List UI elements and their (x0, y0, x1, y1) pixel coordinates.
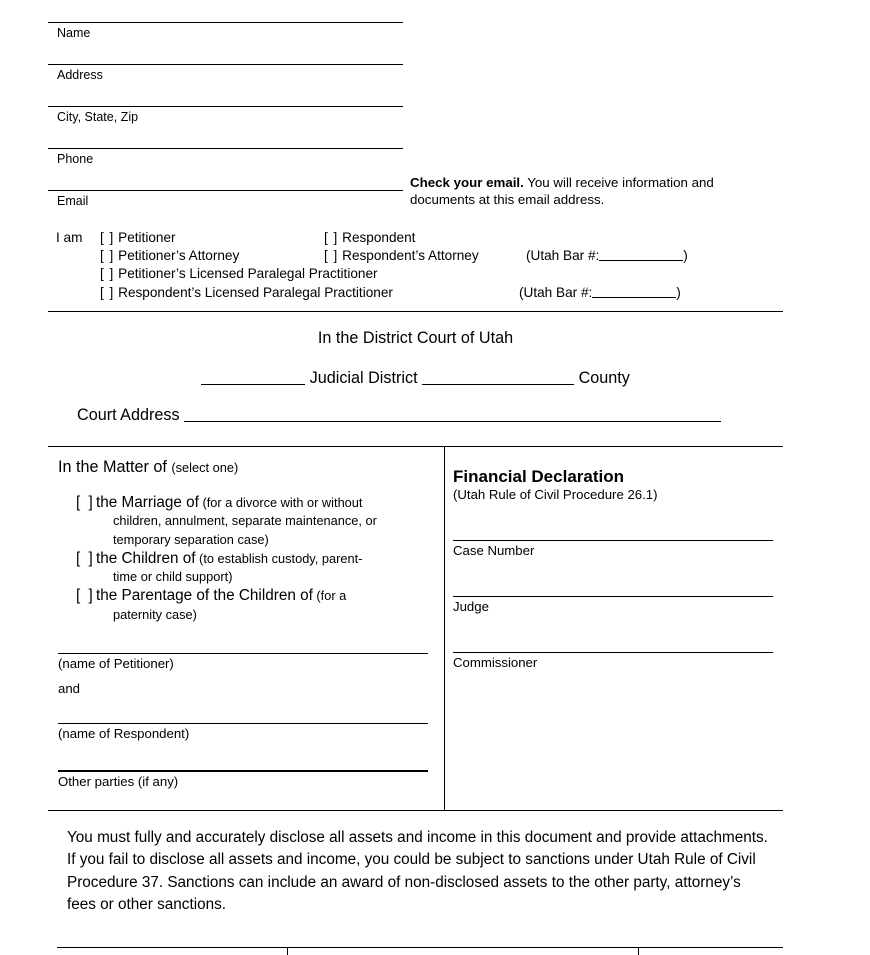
contact-caption-block (48, 22, 403, 232)
matter-parentage-note-cont: paternity case) (113, 606, 197, 622)
matter-marriage-label: the Marriage of (96, 494, 199, 511)
checkbox-respondents-lpp-label: Respondent’s Licensed Paralegal Practitioner (118, 284, 393, 300)
checkbox-petitioners-lpp[interactable] (100, 265, 378, 283)
i-am-lead-label: I am (56, 230, 83, 245)
county-blank[interactable] (422, 369, 574, 385)
commissioner-field[interactable] (453, 652, 773, 671)
i-am-row-petitioner-lpp (56, 265, 756, 283)
i-am-role-block (56, 229, 756, 302)
matter-options-list (58, 494, 436, 624)
checkbox-glyph: [ ] (76, 494, 95, 511)
matter-marriage-note: (for a divorce with or without (198, 495, 363, 510)
checkbox-respondents-attorney-label: Respondent’s Attorney (342, 248, 479, 264)
phone-label: Phone (57, 152, 94, 166)
checkbox-glyph: [ ] (100, 248, 115, 264)
judicial-district-label: Judicial District (309, 369, 418, 387)
checkbox-matter-marriage[interactable] (58, 494, 436, 549)
matter-heading-text: In the Matter of (58, 458, 167, 476)
utah-bar-number-prefix: (Utah Bar #: (526, 248, 600, 264)
checkbox-glyph: [ ] (324, 248, 339, 264)
address-fill-line (48, 64, 403, 65)
matter-marriage-note-cont: children, annulment, separate maintenance, or temporary separation case) (113, 513, 377, 547)
checkbox-petitioners-attorney[interactable] (100, 247, 239, 265)
utah-bar-number-suffix: ) (683, 248, 688, 264)
city-state-zip-fill-line (48, 106, 403, 107)
other-parties-label: Other parties (if any) (58, 774, 179, 789)
caption-field-email[interactable] (48, 190, 403, 232)
checkbox-petitioner-label: Petitioner (118, 230, 176, 245)
matter-children-label: the Children of (96, 549, 196, 567)
checkbox-matter-children[interactable] (58, 550, 436, 587)
declaration-column (453, 466, 773, 671)
phone-fill-line (48, 148, 403, 149)
caption-field-name[interactable] (48, 22, 403, 64)
utah-bar-number-blank[interactable] (592, 285, 676, 298)
i-am-row-attorney (56, 247, 756, 265)
checkbox-respondent-label: Respondent (342, 230, 416, 245)
checkbox-glyph: [ ] (100, 284, 115, 300)
matter-column (58, 457, 436, 625)
case-number-label: Case Number (453, 543, 535, 558)
checkbox-petitioners-attorney-label: Petitioner’s Attorney (118, 248, 240, 264)
email-fill-line (48, 190, 403, 191)
matter-heading (58, 457, 436, 478)
utah-bar-number-blank[interactable] (599, 248, 683, 261)
caption-field-city-state-zip[interactable] (48, 106, 403, 148)
respondent-name-label: (name of Respondent) (58, 726, 190, 741)
court-address-blank[interactable] (184, 405, 721, 422)
petitioner-name-label: (name of Petitioner) (58, 656, 174, 671)
court-address-label: Court Address (77, 406, 180, 424)
party-names-block (58, 653, 428, 790)
judge-label: Judge (453, 599, 489, 614)
checkbox-glyph: [ ] (76, 587, 95, 605)
i-am-row-petitioner (56, 229, 756, 247)
email-instruction-note (410, 174, 740, 208)
matter-children-note-cont: time or child support) (113, 569, 233, 585)
court-address-row (77, 405, 783, 425)
county-label: County (578, 369, 630, 387)
section-divider-caption-top (48, 446, 783, 447)
disclosure-warning-text: You must fully and accurately disclose all assets and income in this document and provide attachments. If you fail to disclose all assets and income, you could be subject to sanctions under Utah Rule of Civil Procedure 37. Sanctions can include an award of non-disclosed assets to the other party, attorney’s fees or other sanctions. (67, 829, 768, 914)
city-state-zip-label: City, State, Zip (57, 110, 139, 124)
checkbox-glyph: [ ] (100, 266, 115, 282)
checkbox-glyph: [ ] (76, 549, 95, 567)
matter-children-note: (to establish custody, parent- (195, 550, 363, 566)
name-fill-line (48, 22, 403, 23)
judge-field[interactable] (453, 596, 773, 615)
caption-column-divider (444, 447, 445, 810)
declaration-title: Financial Declaration (453, 467, 624, 486)
other-parties-field[interactable] (58, 770, 428, 790)
email-note-bold: Check your email. (410, 175, 524, 190)
caption-field-address[interactable] (48, 64, 403, 106)
email-label: Email (57, 194, 89, 208)
checkbox-respondent[interactable] (324, 229, 415, 247)
address-label: Address (57, 68, 103, 82)
parties-and-label: and (58, 681, 81, 696)
utah-bar-number-suffix: ) (676, 284, 681, 300)
section-divider-top (48, 311, 783, 312)
name-label: Name (57, 26, 91, 40)
court-title: In the District Court of Utah (317, 329, 514, 347)
i-am-row-respondent-lpp (56, 284, 756, 302)
utah-bar-number-lpp[interactable] (519, 284, 681, 302)
matter-parentage-note: (for a (312, 588, 347, 604)
checkbox-respondents-lpp[interactable] (100, 284, 393, 302)
checkbox-petitioners-lpp-label: Petitioner’s Licensed Paralegal Practitioner (118, 266, 378, 282)
judicial-district-blank[interactable] (201, 369, 305, 385)
caption-field-phone[interactable] (48, 148, 403, 190)
case-number-field[interactable] (453, 540, 773, 559)
judicial-district-row (48, 369, 783, 388)
matter-parentage-label: the Parentage of the Children of (96, 587, 313, 605)
respondent-name-field[interactable] (58, 723, 428, 742)
petitioner-name-field[interactable] (58, 653, 428, 672)
checkbox-matter-parentage[interactable] (58, 587, 436, 624)
checkbox-respondents-attorney[interactable] (324, 247, 479, 265)
email-note-rest: You will receive information and documents at this email address. (410, 175, 714, 207)
section-divider-caption-bottom (48, 810, 783, 811)
commissioner-label: Commissioner (453, 655, 538, 670)
declaration-subtitle: (Utah Rule of Civil Procedure 26.1) (453, 487, 658, 502)
checkbox-glyph: [ ] (100, 230, 115, 245)
checkbox-petitioner[interactable] (100, 229, 176, 247)
utah-bar-number-prefix: (Utah Bar #: (519, 284, 593, 300)
utah-bar-number-attorney[interactable] (526, 247, 688, 265)
checkbox-glyph: [ ] (324, 230, 339, 245)
matter-heading-note: (select one) (171, 460, 239, 475)
